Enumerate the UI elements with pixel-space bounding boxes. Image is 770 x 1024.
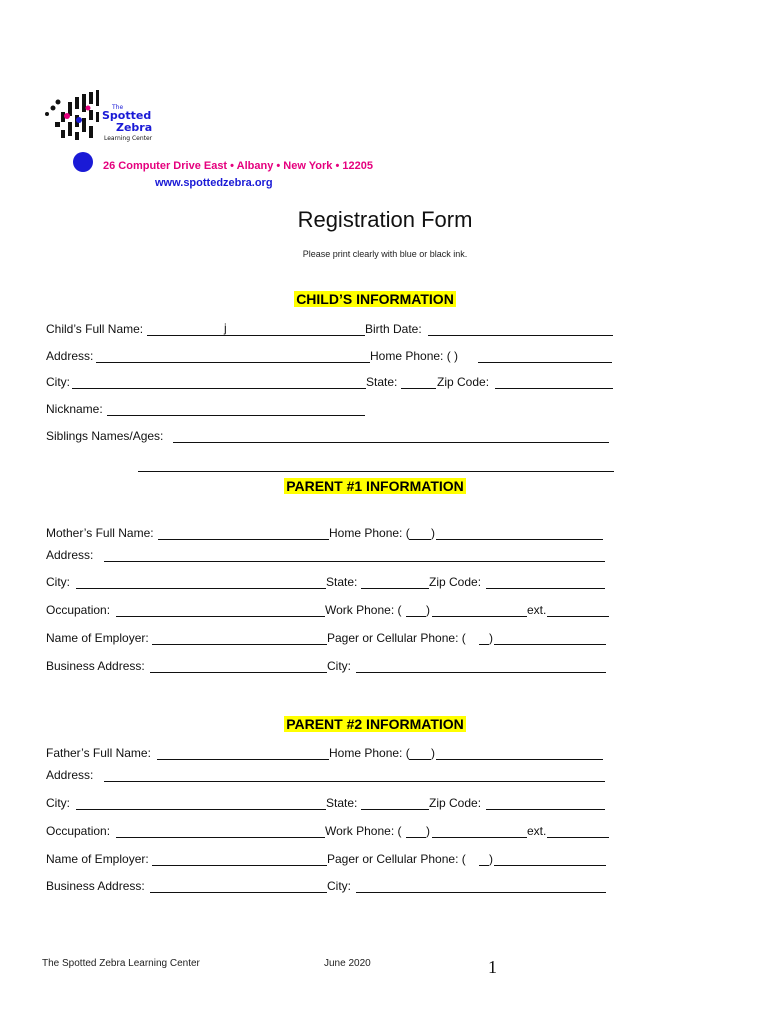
parent1-city-label: City: [46,575,70,589]
logo-word-spotted: Spotted [102,109,152,122]
parent1-home-phone-close: ) [431,526,435,540]
parent1-occupation-field[interactable] [116,616,325,617]
siblings-row [46,429,616,447]
parent2-occupation-field[interactable] [116,837,325,838]
parent2-work-area-field[interactable] [406,837,426,838]
parent2-business-city-field[interactable] [356,892,606,893]
parent2-employer-field[interactable] [152,865,327,866]
child-nickname-row [46,402,616,420]
parent1-full-name-field[interactable] [158,539,329,540]
siblings-continuation-row [46,458,616,476]
parent2-work-phone-field[interactable] [432,837,527,838]
child-zip-label: Zip Code: [437,375,490,389]
spotted-zebra-logo [42,82,162,172]
child-city-field[interactable] [72,388,366,389]
parent1-cell-area-field[interactable] [479,644,489,645]
parent2-business-address-field[interactable] [150,892,327,893]
parent2-home-phone-close: ) [431,746,435,760]
parent1-work-phone-field[interactable] [432,616,527,617]
parent2-home-phone-field[interactable] [436,759,603,760]
birth-date-label: Birth Date: [365,322,422,336]
page-number: 1 [488,957,497,977]
footer-date: June 2020 [324,958,371,969]
parent1-work-area-field[interactable] [406,616,426,617]
child-full-name-label: Child’s Full Name: [46,322,144,336]
parent1-business-city-label: City: [327,659,351,673]
parent2-ext-label: ext. [527,824,547,838]
parent1-occupation-label: Occupation: [46,603,111,617]
parent1-work-phone-label: Work Phone: ( [325,603,402,617]
siblings-field[interactable] [173,442,609,443]
parent2-cell-phone-label: Pager or Cellular Phone: ( [327,852,466,866]
child-address-label: Address: [46,349,94,363]
parent1-ext-field[interactable] [547,616,609,617]
parent2-state-label: State: [326,796,358,810]
parent2-zip-label: Zip Code: [429,796,482,810]
parent1-cell-phone-close: ) [489,631,493,645]
parent2-name-row [46,746,616,764]
parent2-address-label: Address: [46,768,94,782]
child-home-phone-label: Home Phone: ( ) [370,349,459,363]
parent1-business-city-field[interactable] [356,672,606,673]
parent1-full-name-label: Mother’s Full Name: [46,526,154,540]
siblings-continuation-field[interactable] [138,471,614,472]
parent1-ext-label: ext. [527,603,547,617]
parent1-business-row [46,659,616,677]
child-full-name-field[interactable] [147,335,365,336]
child-nickname-field[interactable] [107,415,365,416]
parent1-employer-label: Name of Employer: [46,631,149,645]
child-city-row [46,375,616,393]
child-address-row [46,349,616,367]
parent2-employer-label: Name of Employer: [46,852,149,866]
parent1-state-field[interactable] [361,588,429,589]
parent2-address-field[interactable] [104,781,605,782]
parent1-city-field[interactable] [76,588,326,589]
parent2-work-phone-label: Work Phone: ( [325,824,402,838]
child-zip-field[interactable] [495,388,613,389]
parent1-occupation-row [46,603,616,621]
center-address: 26 Computer Drive East • Albany • New York • 12205 [103,160,373,172]
parent2-occupation-label: Occupation: [46,824,111,838]
siblings-label: Siblings Names/Ages: [46,429,164,443]
form-title: Registration Form [297,207,473,232]
child-section-heading: CHILD’S INFORMATION [296,291,454,307]
parent2-section-heading: PARENT #2 INFORMATION [286,716,464,732]
child-name-row [46,322,616,340]
parent1-zip-label: Zip Code: [429,575,482,589]
parent1-address-field[interactable] [104,561,605,562]
child-state-label: State: [366,375,398,389]
parent2-employer-row [46,852,616,870]
parent2-ext-field[interactable] [547,837,609,838]
center-website[interactable]: www.spottedzebra.org [155,177,273,189]
form-instructions: Please print clearly with blue or black ink. [302,249,468,259]
parent2-city-field[interactable] [76,809,326,810]
parent1-zip-field[interactable] [486,588,605,589]
parent1-section-heading: PARENT #1 INFORMATION [286,478,464,494]
parent1-business-address-label: Business Address: [46,659,145,673]
parent2-work-phone-close: ) [426,824,430,838]
parent1-home-phone-label: Home Phone: ( [329,526,410,540]
parent2-cell-phone-close: ) [489,852,493,866]
logo-word-zebra: Zebra [116,121,153,134]
parent2-full-name-label: Father’s Full Name: [46,746,151,760]
parent1-business-address-field[interactable] [150,672,327,673]
parent1-area-code-field[interactable] [409,539,431,540]
parent1-address-row [46,548,616,566]
logo-word-the: The [112,104,124,111]
parent2-cell-area-field[interactable] [479,865,489,866]
child-home-phone-field[interactable] [478,362,612,363]
parent1-state-label: State: [326,575,358,589]
child-state-field[interactable] [401,388,436,389]
parent2-cell-phone-field[interactable] [494,865,606,866]
parent2-state-field[interactable] [361,809,429,810]
parent1-cell-phone-field[interactable] [494,644,606,645]
parent1-cell-phone-label: Pager or Cellular Phone: ( [327,631,466,645]
logo-word-learning-center: Learning Center [104,135,153,142]
parent2-area-code-field[interactable] [409,759,431,760]
footer-organization: The Spotted Zebra Learning Center [42,958,200,969]
parent2-full-name-field[interactable] [157,759,329,760]
parent2-business-row [46,879,616,897]
parent1-city-row [46,575,616,593]
parent2-business-address-label: Business Address: [46,879,145,893]
parent2-city-label: City: [46,796,70,810]
parent2-city-row [46,796,616,814]
child-city-label: City: [46,375,70,389]
child-address-field[interactable] [96,362,370,363]
child-name-mark: j [224,321,227,335]
parent2-home-phone-label: Home Phone: ( [329,746,410,760]
parent2-address-row [46,768,616,786]
parent1-address-label: Address: [46,548,94,562]
parent2-occupation-row [46,824,616,842]
parent1-work-phone-close: ) [426,603,430,617]
parent1-employer-field[interactable] [152,644,327,645]
parent1-employer-row [46,631,616,649]
parent1-name-row [46,526,616,544]
parent2-business-city-label: City: [327,879,351,893]
child-nickname-label: Nickname: [46,402,103,416]
parent1-home-phone-field[interactable] [436,539,603,540]
birth-date-field[interactable] [428,335,613,336]
parent2-zip-field[interactable] [486,809,605,810]
